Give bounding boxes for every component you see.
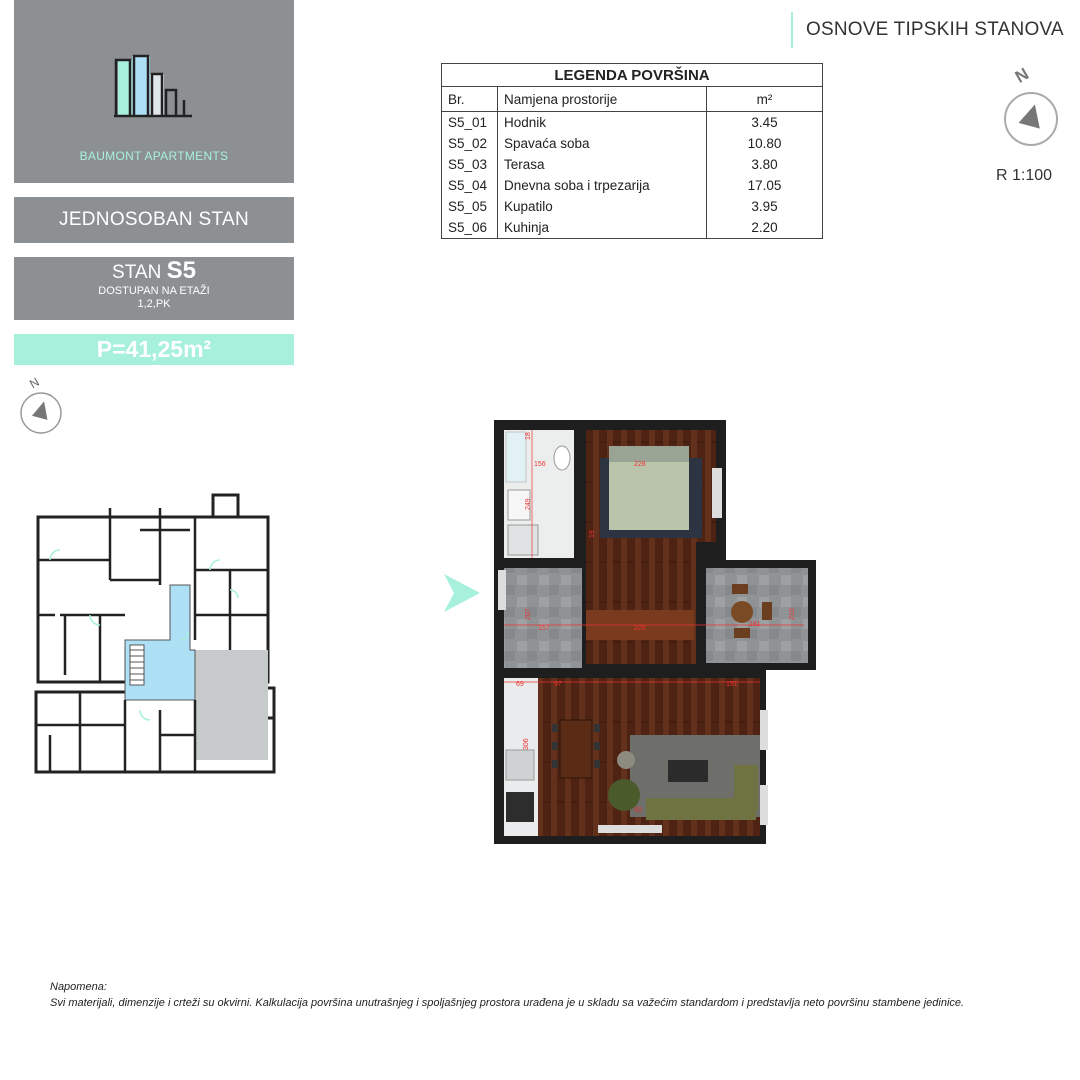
plan-dim: 50	[634, 807, 642, 814]
plan-dim: 18	[525, 432, 532, 440]
room-area: 17.05	[707, 175, 823, 196]
room-number: S5_06	[442, 217, 498, 239]
room-area: 3.45	[707, 112, 823, 134]
legend-row	[442, 133, 823, 154]
legend-row	[442, 217, 823, 239]
plan-dim: 249	[525, 498, 532, 510]
page-title: OSNOVE TIPSKIH STANOVA	[806, 19, 1064, 40]
plan-dim: 181	[749, 621, 761, 628]
note-text: Svi materijali, dimenzije i crteži su okvirni. Kalkulacija površina unutrašnjeg i spoljašnjeg prostora urađena je u skladu sa važećim standardom i predstavlja neto površinu stambene jedinice.	[50, 997, 965, 1009]
plan-dim: 228	[634, 625, 646, 632]
room-number: S5_01	[442, 112, 498, 134]
room-number: S5_05	[442, 196, 498, 217]
unit-info-box	[14, 257, 294, 320]
legend-row	[442, 112, 823, 134]
legend-col-area: m²	[707, 87, 823, 112]
room-area: 3.95	[707, 196, 823, 217]
brand-name: BAUMONT APARTMENTS	[79, 149, 229, 163]
legend-title: LEGENDA POVRŠINA	[442, 64, 823, 87]
legend-row	[442, 196, 823, 217]
plan-dim: 69	[516, 681, 524, 688]
room-name: Hodnik	[498, 112, 707, 134]
plan-dim: 228	[634, 461, 646, 468]
compass-icon	[18, 390, 64, 436]
apartment-floor-plan	[494, 420, 816, 844]
north-label: N	[1011, 64, 1032, 87]
room-name: Spavaća soba	[498, 133, 707, 154]
plan-dim: 151	[726, 681, 738, 688]
plan-dim: 19	[589, 530, 596, 538]
unit-area: P=41,25m²	[14, 334, 294, 365]
room-name: Dnevna soba i trpezarija	[498, 175, 707, 196]
scale-label: R 1:100	[996, 167, 1053, 184]
plan-dim: 210	[789, 608, 796, 620]
room-area: 2.20	[707, 217, 823, 239]
key-plan	[30, 490, 280, 780]
unit-type-label: JEDNOSOBAN STAN	[14, 197, 294, 243]
building-logo-icon	[100, 50, 210, 120]
room-name: Kuhinja	[498, 217, 707, 239]
plan-dim: 306	[523, 738, 530, 750]
entrance-arrow-icon	[442, 572, 482, 614]
unit-title	[14, 259, 294, 285]
room-number: S5_02	[442, 133, 498, 154]
plan-dim: 157	[538, 625, 550, 632]
floors-label: 1,2,PK	[137, 298, 171, 310]
room-number: S5_04	[442, 175, 498, 196]
note-title: Napomena:	[50, 981, 107, 993]
header-divider	[791, 12, 793, 48]
legend-col-number: Br.	[442, 87, 498, 112]
room-number: S5_03	[442, 154, 498, 175]
room-name: Terasa	[498, 154, 707, 175]
north-label: N	[27, 374, 42, 392]
room-area: 10.80	[707, 133, 823, 154]
plan-dim: 156	[534, 461, 546, 468]
unit-code: S5	[166, 257, 196, 284]
legend-row	[442, 154, 823, 175]
footer-note	[50, 979, 964, 1011]
legend-table	[441, 63, 823, 239]
plan-dim: 207	[525, 608, 532, 620]
availability-label: DOSTUPAN NA ETAŽI	[98, 285, 210, 297]
compass-icon	[1002, 90, 1060, 148]
legend-col-purpose: Namjena prostorije	[498, 87, 707, 112]
legend-row	[442, 175, 823, 196]
unit-prefix: STAN	[112, 262, 162, 283]
room-name: Kupatilo	[498, 196, 707, 217]
plan-dim: 97	[554, 681, 562, 688]
room-area: 3.80	[707, 154, 823, 175]
